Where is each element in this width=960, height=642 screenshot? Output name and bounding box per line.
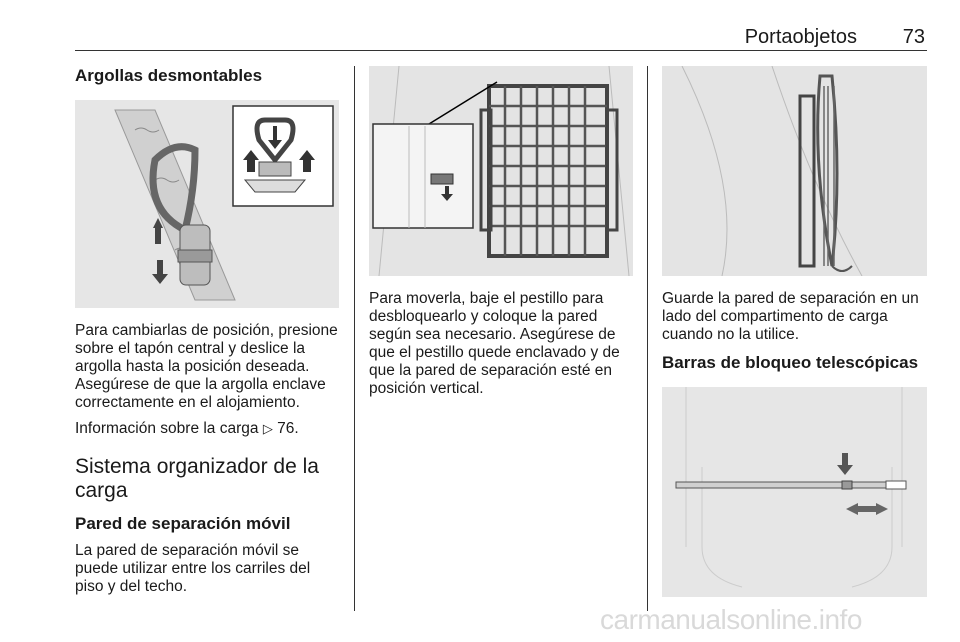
column-divider-1 [354, 66, 355, 611]
section-title: Sistema organizador de la carga [75, 455, 319, 502]
page-number: 73 [902, 26, 925, 48]
column-3 [662, 66, 927, 597]
column-2 [369, 66, 633, 398]
heading-argollas: Argollas desmontables [75, 66, 263, 85]
figure-pared-separacion [369, 66, 633, 276]
info-reference [75, 420, 339, 438]
heading-pared: Pared de separación móvil [75, 514, 291, 533]
figure-pared-guardada [662, 66, 927, 276]
info-text: Información sobre la carga [75, 420, 259, 437]
column-1 [75, 66, 339, 596]
paragraph-guarde: Guarde la pared de separación en un lado del compartimento de carga cuando no la utilice. [662, 290, 919, 343]
paragraph-pared: La pared de separación móvil se puede utilizar entre los carriles del piso y del techo. [75, 542, 311, 595]
header-divider [75, 50, 927, 51]
page-header [75, 26, 927, 50]
page-ref-icon: ▷ [262, 421, 273, 436]
paragraph-argollas: Para cambiarlas de posición, presione sobre el tapón central y deslice la argolla hasta la posición deseada. Asegúrese de que la argolla enclave correctamente en el alojamiento. [75, 322, 338, 411]
paragraph-moverla: Para moverla, baje el pestillo para desbloquearlo y coloque la pared según sea necesario. Asegúrese de que el pestillo quede enclavado y de que la pared de separación esté en posición vertical. [369, 290, 620, 397]
heading-barras: Barras de bloqueo telescópicas [662, 353, 919, 372]
column-divider-2 [647, 66, 648, 611]
watermark: carmanualsonline.info [600, 604, 862, 635]
figure-argollas [75, 100, 339, 308]
info-ref-link[interactable]: 76. [277, 420, 299, 437]
page-title: Portaobjetos [744, 26, 857, 48]
figure-barras [662, 387, 927, 597]
